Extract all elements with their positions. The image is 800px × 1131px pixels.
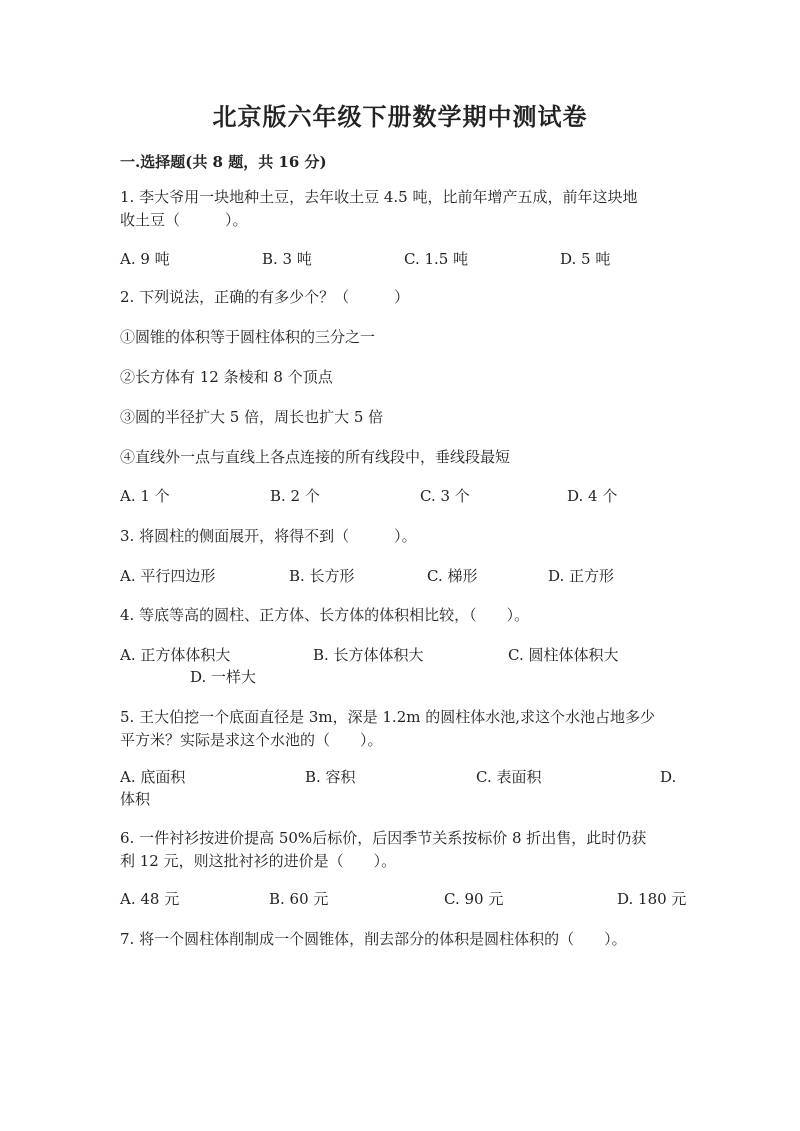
question-1-option-c: C. 1.5 吨 (404, 250, 469, 268)
question-2-line-1: 2. 下列说法，正确的有多少个？（ ） (120, 288, 410, 306)
question-3-option-d: D. 正方形 (548, 567, 615, 585)
question-3-option-b: B. 长方形 (289, 567, 355, 585)
question-2-statement-1: ①圆锥的体积等于圆柱体积的三分之一 (120, 328, 376, 346)
question-6-line-1: 6. 一件衬衫按进价提高 50%后标价，后因季节关系按标价 8 折出售，此时仍获 (120, 829, 647, 847)
question-4-option-c: C. 圆柱体体积大 (508, 646, 619, 664)
question-4-option-d: D. 一样大 (190, 668, 257, 686)
question-4-line-1: 4. 等底等高的圆柱、正方体、长方体的体积相比较，（ ）。 (120, 606, 530, 624)
question-6-line-2: 利 12 元，则这批衬衫的进价是（ ）。 (120, 852, 397, 870)
question-2-option-b: B. 2 个 (270, 487, 320, 505)
question-1-option-a: A. 9 吨 (120, 250, 170, 268)
question-3-line-1: 3. 将圆柱的侧面展开，将得不到（ ）。 (120, 527, 417, 545)
exam-title: 北京版六年级下册数学期中测试卷 (212, 102, 588, 131)
question-7-line-1: 7. 将一个圆柱体削制成一个圆锥体，削去部分的体积是圆柱体积的（ ）。 (120, 930, 627, 948)
section-heading: 一.选择题(共 8 题，共 16 分) (120, 153, 327, 171)
question-1-option-d: D. 5 吨 (560, 250, 611, 268)
question-2-option-a: A. 1 个 (120, 487, 170, 505)
question-6-option-d: D. 180 元 (617, 890, 687, 908)
question-1-option-b: B. 3 吨 (262, 250, 312, 268)
question-2-statement-3: ③圆的半径扩大 5 倍，周长也扩大 5 倍 (120, 408, 384, 426)
question-6-option-b: B. 60 元 (269, 890, 329, 908)
question-5-option-c: C. 表面积 (476, 768, 542, 786)
question-2-option-d: D. 4 个 (567, 487, 618, 505)
question-3-option-a: A. 平行四边形 (120, 567, 216, 585)
question-5-line-1: 5. 王大伯挖一个底面直径是 3m，深是 1.2m 的圆柱体水池,求这个水池占地多少 (120, 708, 656, 726)
question-5-line-2: 平方米？实际是求这个水池的（ ）。 (120, 731, 383, 749)
question-5-option-d: D. (660, 768, 677, 786)
question-4-option-a: A. 正方体体积大 (120, 646, 231, 664)
question-4-option-b: B. 长方体体积大 (313, 646, 424, 664)
question-5-option-b: B. 容积 (305, 768, 356, 786)
question-6-option-a: A. 48 元 (120, 890, 180, 908)
question-1-line-1: 1. 李大爷用一块地种土豆，去年收土豆 4.5 吨，比前年增产五成，前年这块地 (120, 188, 638, 206)
question-5-option-d-text: 体积 (120, 790, 151, 808)
question-1-line-2: 收土豆（ ）。 (120, 211, 248, 229)
question-6-option-c: C. 90 元 (444, 890, 504, 908)
question-2-option-c: C. 3 个 (420, 487, 470, 505)
question-2-statement-2: ②长方体有 12 条棱和 8 个顶点 (120, 368, 333, 386)
question-3-option-c: C. 梯形 (427, 567, 478, 585)
question-5-option-a: A. 底面积 (120, 768, 186, 786)
question-2-statement-4: ④直线外一点与直线上各点连接的所有线段中，垂线段最短 (120, 448, 511, 466)
